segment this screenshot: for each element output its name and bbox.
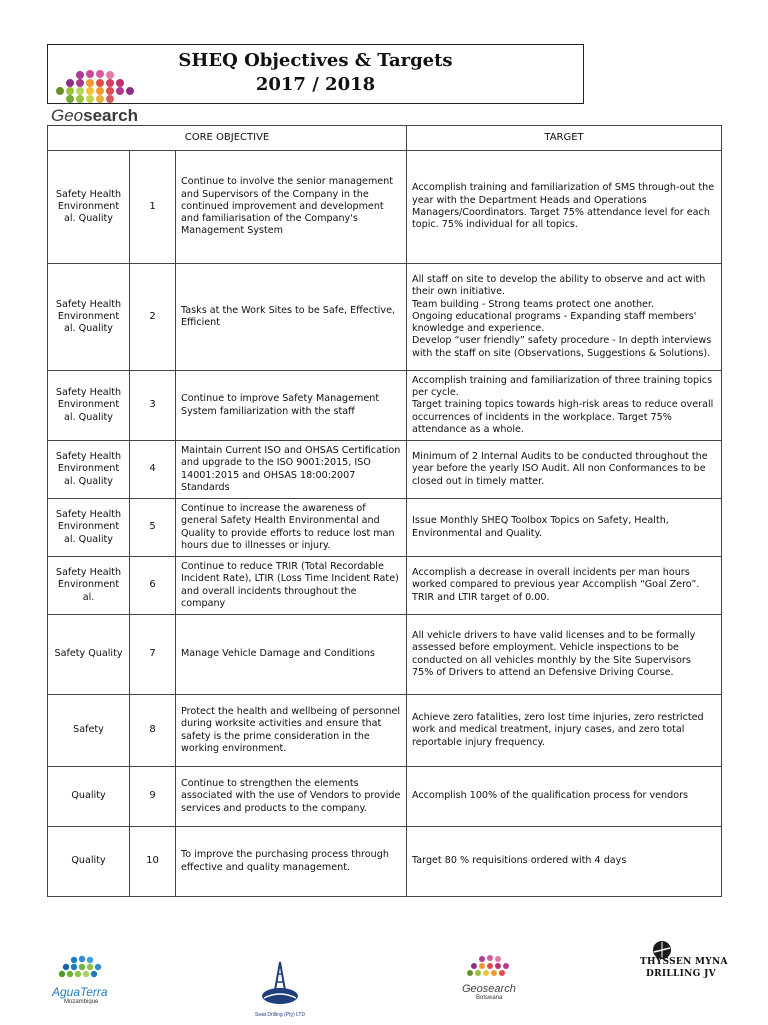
objective-cell: To improve the purchasing process through effective and quality management. (176, 827, 407, 897)
area-cell: Safety Health Environment al. Quality (48, 441, 130, 499)
geosearch-botswana-dots-icon (462, 955, 522, 979)
thyssen-line-2: DRILLING JV (646, 969, 716, 979)
geosearch-logo-text (51, 106, 138, 126)
header-target: TARGET (407, 126, 722, 151)
area-cell: Quality (48, 767, 130, 827)
number-cell: 3 (130, 371, 176, 441)
objectives-table (47, 125, 722, 897)
target-cell: Minimum of 2 Internal Audits to be conducted throughout the year before the yearly ISO Audit. All non Conformances to be closed out in timely matter. (407, 441, 722, 499)
target-cell: Target 80 % requisitions ordered with 4 days (407, 827, 722, 897)
logo-prefix: Geo (51, 106, 84, 125)
area-cell: Safety Health Environment al. Quality (48, 499, 130, 557)
table-row (48, 441, 722, 499)
number-cell: 1 (130, 151, 176, 264)
table-row (48, 371, 722, 441)
table-row (48, 557, 722, 615)
area-cell: Safety (48, 695, 130, 767)
drilling-sub: Swat Drilling (Pty) LTD (254, 1012, 306, 1018)
number-cell: 9 (130, 767, 176, 827)
thyssen-logo (638, 940, 728, 984)
drilling-logo (250, 956, 310, 1022)
header-core-objective: CORE OBJECTIVE (48, 126, 407, 151)
objective-cell: Continue to reduce TRIR (Total Recordable Incident Rate), LTIR (Loss Time Incident Rate) and overall incidents throughout the company (176, 557, 407, 615)
objective-cell: Protect the health and wellbeing of personnel during worksite activities and ensure that safety is the prime consideration in the working environment. (176, 695, 407, 767)
area-cell: Safety Health Environment al. Quality (48, 151, 130, 264)
title-line-2: 2017 / 2018 (255, 74, 376, 95)
table-body (48, 151, 722, 897)
number-cell: 8 (130, 695, 176, 767)
objective-cell: Manage Vehicle Damage and Conditions (176, 615, 407, 695)
table-row (48, 827, 722, 897)
target-cell: Accomplish a decrease in overall incidents per man hours worked compared to previous year Accomplish “Goal Zero”. TRIR and LTIR target of 0.00. (407, 557, 722, 615)
target-cell: All staff on site to develop the ability to observe and act with their own initiative. Team building - Strong teams protect one another. Ongoing educational programs - Expanding staff members' knowledge and experience. Develop “user friendly” safety procedure - In depth interviews with the staff on site (Observations, Suggestions & Solutions). (407, 264, 722, 371)
objective-cell: Continue to increase the awareness of general Safety Health Environmental and Quality to provide efforts to reduce lost man hours due to illnesses or injury. (176, 499, 407, 557)
geosearch-botswana-name: Geosearch (462, 983, 516, 995)
number-cell: 4 (130, 441, 176, 499)
target-cell: Achieve zero fatalities, zero lost time injuries, zero restricted work and medical treatment, injury cases, and zero total reportable injury frequency. (407, 695, 722, 767)
number-cell: 5 (130, 499, 176, 557)
objective-cell: Continue to improve Safety Management System familiarization with the staff (176, 371, 407, 441)
table-row (48, 151, 722, 264)
table-row (48, 499, 722, 557)
area-cell: Safety Health Environment al. (48, 557, 130, 615)
logo-suffix: search (83, 106, 138, 125)
objective-cell: Continue to involve the senior management and Supervisors of the Company in the continued improvement and development and familiarisation of the Company's Management System (176, 151, 407, 264)
objective-cell: Continue to strengthen the elements associated with the use of Vendors to provide services and products to the company. (176, 767, 407, 827)
aguaterra-logo (52, 955, 122, 1025)
drilling-rig-icon (260, 956, 300, 1008)
geosearch-logo-icon (52, 69, 142, 105)
geosearch-botswana-sub: Botswana (476, 995, 503, 1001)
table-row (48, 615, 722, 695)
aguaterra-dots-icon (52, 955, 116, 981)
area-cell: Quality (48, 827, 130, 897)
thyssen-text (640, 956, 728, 980)
target-cell: Accomplish training and familiarization of SMS through-out the year with the Department Heads and Operations Managers/Coordinators. Target 75% attendance level for each topic. 75% individual for all topics. (407, 151, 722, 264)
area-cell: Safety Quality (48, 615, 130, 695)
number-cell: 7 (130, 615, 176, 695)
table-row (48, 767, 722, 827)
number-cell: 2 (130, 264, 176, 371)
geosearch-botswana-logo (462, 955, 532, 1025)
target-cell: All vehicle drivers to have valid licenses and to be formally assessed before employment. Vehicle inspections to be conducted on all vehicles monthly by the Site Supervisors 75% of Drivers to attend an Defensive Driving Course. (407, 615, 722, 695)
aguaterra-name: AguaTerra (52, 985, 108, 999)
target-cell: Accomplish 100% of the qualification process for vendors (407, 767, 722, 827)
number-cell: 10 (130, 827, 176, 897)
target-cell: Accomplish training and familiarization of three training topics per cycle. Target training topics towards high-risk areas to reduce overall occurrences of incidents in the workplace. Target 75% attendance as a whole. (407, 371, 722, 441)
thyssen-line-1: THYSSEN MYNA (640, 957, 728, 967)
table-row (48, 264, 722, 371)
area-cell: Safety Health Environment al. Quality (48, 371, 130, 441)
area-cell: Safety Health Environment al. Quality (48, 264, 130, 371)
title-line-1: SHEQ Objectives & Targets (178, 50, 453, 71)
objective-cell: Maintain Current ISO and OHSAS Certification and upgrade to the ISO 9001:2015, ISO 14001:2015 and OHSAS 18:00:2007 Standards (176, 441, 407, 499)
objective-cell: Tasks at the Work Sites to be Safe, Effective, Efficient (176, 264, 407, 371)
table-row (48, 695, 722, 767)
target-cell: Issue Monthly SHEQ Toolbox Topics on Safety, Health, Environmental and Quality. (407, 499, 722, 557)
number-cell: 6 (130, 557, 176, 615)
aguaterra-sub: Mozambique (64, 999, 99, 1005)
table-header-row (48, 126, 722, 151)
